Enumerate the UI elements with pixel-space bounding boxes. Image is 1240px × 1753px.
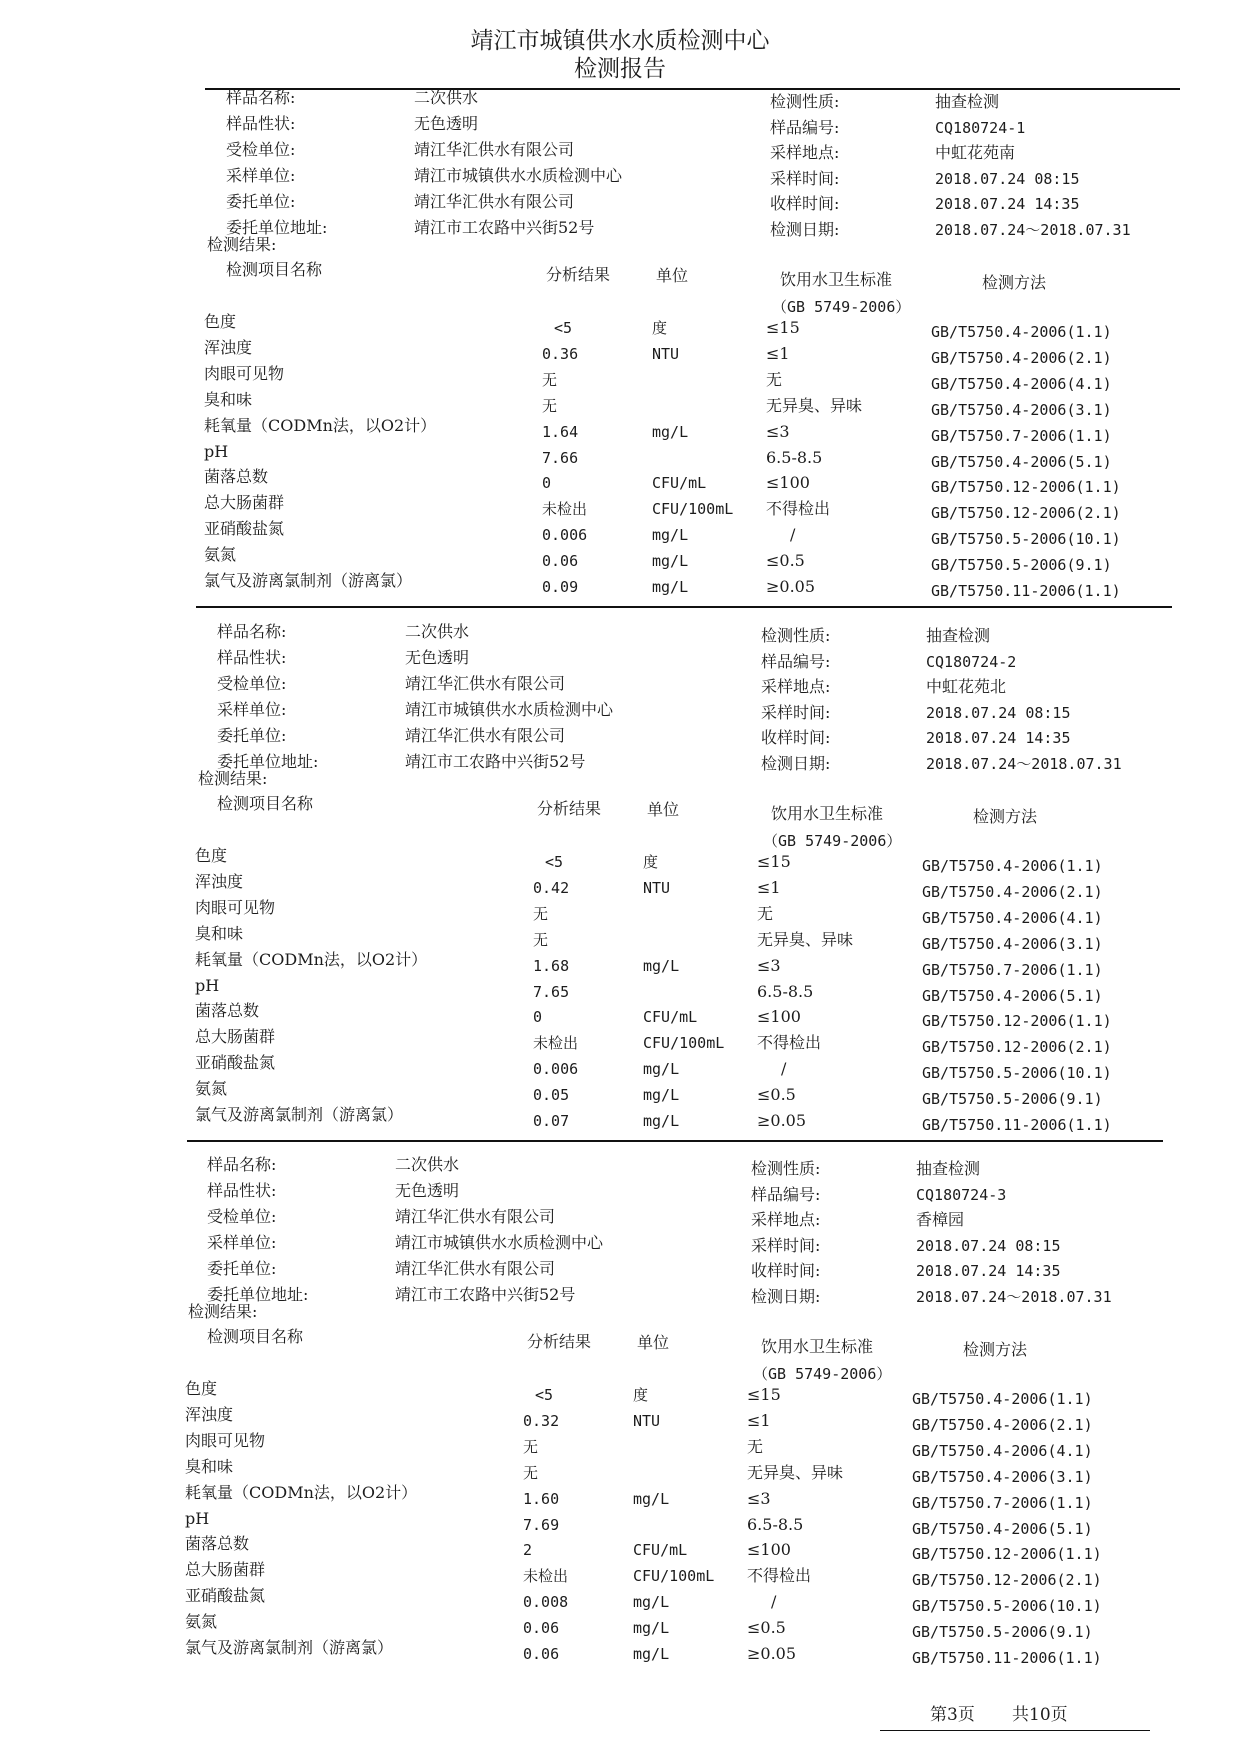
standard-value: 不得检出	[766, 499, 831, 519]
result-value: 0.008	[523, 1593, 569, 1612]
standard-value: ≥0.05	[766, 577, 816, 596]
unit-value: 度	[633, 1386, 649, 1404]
unit-value: 度	[643, 853, 659, 871]
method-value: GB/T5750.12-2006(2.1)	[912, 1571, 1102, 1590]
client-address-label: 委托单位地址:	[226, 218, 328, 237]
sampling-site-label: 采样地点:	[751, 1210, 821, 1229]
receiving-time-label: 收样时间:	[761, 728, 831, 747]
result-value: 0.006	[533, 1060, 579, 1079]
sampling-time-value: 2018.07.24 08:15	[926, 703, 1071, 722]
standard-value: ≥0.05	[747, 1644, 797, 1663]
sampling-time-value: 2018.07.24 08:15	[935, 169, 1080, 188]
inspected-unit-label: 受检单位:	[226, 140, 296, 159]
col-method-header: 检测方法	[973, 807, 1038, 826]
method-value: GB/T5750.5-2006(10.1)	[922, 1064, 1112, 1083]
standard-value: 不得检出	[757, 1033, 822, 1053]
sampling-site-value: 中虹花苑北	[926, 677, 1007, 696]
standard-value: 无异臭、异味	[766, 395, 863, 415]
item-name: 色度	[185, 1379, 218, 1398]
unit-value: CFU/mL	[652, 474, 707, 493]
item-name: 臭和味	[195, 923, 244, 943]
section-divider	[187, 1140, 1163, 1142]
method-value: GB/T5750.5-2006(10.1)	[931, 530, 1121, 549]
unit-value: NTU	[643, 878, 671, 897]
result-value: 未检出	[533, 1034, 579, 1053]
sample-name-label: 样品名称:	[226, 88, 296, 107]
client-unit-label: 委托单位:	[217, 726, 287, 745]
col-method-header: 检测方法	[963, 1340, 1028, 1359]
standard-value: 无	[766, 369, 783, 389]
result-value: 无	[542, 396, 558, 415]
inspected-unit-label: 受检单位:	[217, 674, 287, 693]
unit-value: CFU/mL	[633, 1541, 688, 1560]
standard-value: 6.5-8.5	[757, 981, 814, 1001]
item-name: 肉眼可见物	[204, 363, 285, 383]
sample-no-label: 样品编号:	[761, 651, 831, 671]
method-value: GB/T5750.4-2006(1.1)	[922, 857, 1103, 875]
item-name: 氯气及游离氯制剂（游离氯）	[204, 571, 413, 590]
method-value: GB/T5750.4-2006(3.1)	[922, 934, 1103, 953]
col-unit-header: 单位	[647, 800, 680, 819]
unit-value: mg/L	[643, 956, 680, 975]
unit-value: mg/L	[643, 1086, 680, 1105]
standard-value: ≤1	[757, 877, 781, 897]
col-standard-code: （GB 5749-2006）	[763, 832, 902, 850]
item-name: 耗氧量（CODMn法，以O2计）	[195, 949, 428, 969]
col-method-header: 检测方法	[982, 273, 1047, 292]
item-name: 色度	[204, 312, 237, 331]
report-title: 靖江市城镇供水水质检测中心	[470, 28, 770, 54]
sample-name-value: 二次供水	[395, 1155, 460, 1174]
col-item-header: 检测项目名称	[226, 260, 323, 279]
standard-value: ≤1	[766, 343, 790, 363]
footer-rule	[880, 1730, 1150, 1731]
client-unit-value: 靖江华汇供水有限公司	[414, 192, 575, 211]
test-date-value: 2018.07.24～2018.07.31	[916, 1287, 1112, 1306]
method-value: GB/T5750.4-2006(2.1)	[931, 348, 1112, 367]
sample-state-value: 无色透明	[414, 114, 479, 133]
test-nature-label: 检测性质:	[751, 1159, 821, 1178]
sample-state-label: 样品性状:	[207, 1181, 277, 1200]
item-name: 肉眼可见物	[195, 897, 276, 917]
item-name: 臭和味	[204, 389, 253, 409]
sampling-site-label: 采样地点:	[770, 143, 840, 162]
sampling-unit-label: 采样单位:	[207, 1233, 277, 1252]
unit-value: CFU/100mL	[652, 500, 734, 519]
client-address-label: 委托单位地址:	[217, 752, 319, 771]
method-value: GB/T5750.7-2006(1.1)	[931, 426, 1112, 445]
result-value: 0.006	[542, 526, 588, 545]
test-nature-label: 检测性质:	[761, 626, 831, 645]
results-label: 检测结果:	[188, 1302, 258, 1321]
method-value: GB/T5750.4-2006(2.1)	[912, 1415, 1093, 1434]
results-label: 检测结果:	[198, 769, 268, 788]
item-name: 总大肠菌群	[185, 1560, 266, 1580]
col-result-header: 分析结果	[527, 1332, 592, 1351]
test-date-value: 2018.07.24～2018.07.31	[935, 220, 1131, 239]
method-value: GB/T5750.5-2006(9.1)	[931, 556, 1112, 575]
sample-name-value: 二次供水	[405, 622, 470, 641]
method-value: GB/T5750.4-2006(4.1)	[912, 1441, 1093, 1460]
item-name: 菌落总数	[195, 1001, 260, 1021]
sampling-unit-value: 靖江市城镇供水水质检测中心	[395, 1233, 604, 1252]
standard-value: ≤0.5	[747, 1618, 786, 1638]
item-name: 总大肠菌群	[195, 1027, 276, 1047]
standard-value: ≤100	[747, 1540, 791, 1560]
item-name: 色度	[195, 846, 228, 865]
sample-no-value: CQ180724-1	[935, 118, 1026, 137]
sample-state-value: 无色透明	[405, 648, 470, 667]
receiving-time-value: 2018.07.24 14:35	[916, 1262, 1061, 1280]
standard-value: 无异臭、异味	[747, 1462, 844, 1482]
client-address-label: 委托单位地址:	[207, 1285, 309, 1304]
result-value: 无	[523, 1437, 539, 1456]
col-standard-code: （GB 5749-2006）	[772, 298, 911, 316]
result-value: 未检出	[542, 500, 588, 519]
sampling-time-label: 采样时间:	[761, 702, 831, 722]
sample-name-label: 样品名称:	[207, 1155, 277, 1174]
method-value: GB/T5750.5-2006(10.1)	[912, 1597, 1102, 1616]
sample-no-value: CQ180724-2	[926, 652, 1017, 671]
col-result-header: 分析结果	[546, 265, 611, 284]
item-name: 亚硝酸盐氮	[204, 519, 285, 539]
result-value: 无	[533, 930, 549, 949]
result-value: 未检出	[523, 1567, 569, 1586]
client-unit-label: 委托单位:	[226, 192, 296, 211]
item-name: 氨氮	[185, 1612, 218, 1632]
sampling-time-value: 2018.07.24 08:15	[916, 1236, 1061, 1255]
sample-state-value: 无色透明	[395, 1181, 460, 1200]
item-name: 菌落总数	[185, 1534, 250, 1554]
standard-value: ≤3	[757, 955, 781, 975]
unit-value: mg/L	[652, 578, 689, 596]
result-value: 7.65	[533, 982, 570, 1001]
sample-no-value: CQ180724-3	[916, 1185, 1007, 1204]
method-value: GB/T5750.4-2006(4.1)	[931, 374, 1112, 393]
item-name: 氨氮	[204, 545, 237, 565]
standard-value: 无	[747, 1436, 764, 1456]
sample-state-label: 样品性状:	[226, 114, 296, 133]
result-value: 0.32	[523, 1411, 560, 1430]
receiving-time-value: 2018.07.24 14:35	[926, 729, 1071, 747]
col-unit-header: 单位	[637, 1333, 670, 1352]
standard-value: ≤3	[747, 1488, 771, 1508]
result-value: 2	[523, 1541, 533, 1560]
page-number: 第3页	[930, 1705, 975, 1725]
standard-value: ≤3	[766, 421, 790, 441]
standard-value: ≤15	[747, 1385, 781, 1404]
client-unit-value: 靖江华汇供水有限公司	[395, 1259, 556, 1278]
inspected-unit-label: 受检单位:	[207, 1207, 277, 1226]
standard-value: 6.5-8.5	[766, 447, 823, 467]
unit-value: mg/L	[652, 552, 689, 571]
method-value: GB/T5750.4-2006(5.1)	[922, 986, 1103, 1005]
method-value: GB/T5750.4-2006(2.1)	[922, 882, 1103, 901]
item-name: 氯气及游离氯制剂（游离氯）	[195, 1105, 404, 1124]
method-value: GB/T5750.11-2006(1.1)	[922, 1116, 1112, 1134]
item-name: pH	[185, 1508, 210, 1528]
standard-value: ≤1	[747, 1410, 771, 1430]
sampling-unit-label: 采样单位:	[226, 166, 296, 185]
standard-value: ≥0.05	[757, 1111, 807, 1130]
result-value: 1.64	[542, 422, 579, 441]
item-name: 肉眼可见物	[185, 1430, 266, 1450]
item-name: 亚硝酸盐氮	[185, 1586, 266, 1606]
test-nature-value: 抽查检测	[935, 92, 1000, 111]
item-name: pH	[204, 441, 229, 461]
client-unit-value: 靖江华汇供水有限公司	[405, 726, 566, 745]
sample-name-value: 二次供水	[414, 88, 479, 107]
method-value: GB/T5750.5-2006(9.1)	[912, 1623, 1093, 1642]
report-subtitle: 检测报告	[574, 56, 666, 82]
unit-value: mg/L	[643, 1060, 680, 1079]
unit-value: mg/L	[633, 1645, 670, 1663]
standard-value: ≤15	[757, 852, 791, 871]
inspected-unit-value: 靖江华汇供水有限公司	[405, 674, 566, 693]
method-value: GB/T5750.12-2006(2.1)	[931, 504, 1121, 523]
standard-value: /	[771, 1592, 777, 1612]
result-value: 7.69	[523, 1515, 560, 1534]
item-name: 耗氧量（CODMn法，以O2计）	[185, 1482, 418, 1502]
method-value: GB/T5750.4-2006(1.1)	[931, 323, 1112, 341]
item-name: 浑浊度	[185, 1404, 234, 1424]
result-value: 0.07	[533, 1112, 570, 1130]
item-name: 氯气及游离氯制剂（游离氯）	[185, 1638, 394, 1657]
section-divider	[196, 606, 1172, 608]
unit-value: CFU/100mL	[643, 1034, 725, 1053]
method-value: GB/T5750.4-2006(4.1)	[922, 908, 1103, 927]
item-name: 亚硝酸盐氮	[195, 1053, 276, 1073]
item-name: 氨氮	[195, 1079, 228, 1099]
standard-value: ≤0.5	[766, 551, 805, 571]
sample-no-label: 样品编号:	[770, 117, 840, 137]
result-value: 无	[542, 370, 558, 389]
receiving-time-label: 收样时间:	[751, 1261, 821, 1280]
col-standard-code: （GB 5749-2006）	[753, 1365, 892, 1383]
standard-value: ≤100	[757, 1007, 801, 1027]
method-value: GB/T5750.7-2006(1.1)	[912, 1493, 1093, 1512]
result-value: 0.06	[523, 1645, 560, 1663]
standard-value: /	[790, 525, 796, 545]
sampling-unit-label: 采样单位:	[217, 700, 287, 719]
method-value: GB/T5750.4-2006(1.1)	[912, 1390, 1093, 1408]
unit-value: 度	[652, 319, 668, 337]
client-unit-label: 委托单位:	[207, 1259, 277, 1278]
unit-value: mg/L	[633, 1619, 670, 1638]
standard-value: ≤0.5	[757, 1085, 796, 1105]
result-value: <5	[535, 1386, 554, 1404]
test-date-label: 检测日期:	[770, 219, 840, 239]
item-name: 臭和味	[185, 1456, 234, 1476]
test-nature-value: 抽查检测	[926, 626, 991, 645]
unit-value: CFU/mL	[643, 1008, 698, 1027]
result-value: 0.06	[542, 552, 579, 571]
result-value: <5	[545, 853, 564, 871]
result-value: 1.68	[533, 956, 570, 975]
receiving-time-value: 2018.07.24 14:35	[935, 195, 1080, 213]
result-value: 1.60	[523, 1489, 560, 1508]
unit-value: NTU	[652, 344, 680, 363]
col-standard-header: 饮用水卫生标准	[761, 1337, 874, 1356]
sampling-time-label: 采样时间:	[751, 1235, 821, 1255]
sample-no-label: 样品编号:	[751, 1184, 821, 1204]
standard-value: /	[781, 1059, 787, 1079]
sampling-unit-value: 靖江市城镇供水水质检测中心	[414, 166, 623, 185]
result-value: <5	[554, 319, 573, 337]
sampling-site-label: 采样地点:	[761, 677, 831, 696]
item-name: 总大肠菌群	[204, 493, 285, 513]
receiving-time-label: 收样时间:	[770, 194, 840, 213]
sampling-site-value: 中虹花苑南	[935, 143, 1016, 162]
header-rule	[205, 88, 1180, 90]
method-value: GB/T5750.4-2006(3.1)	[912, 1467, 1093, 1486]
method-value: GB/T5750.12-2006(1.1)	[931, 478, 1121, 497]
results-label: 检测结果:	[207, 235, 277, 254]
result-value: 无	[533, 904, 549, 923]
method-value: GB/T5750.12-2006(1.1)	[912, 1545, 1102, 1564]
method-value: GB/T5750.4-2006(5.1)	[912, 1519, 1093, 1538]
standard-value: ≤15	[766, 318, 800, 337]
standard-value: 不得检出	[747, 1566, 812, 1586]
unit-value: mg/L	[652, 422, 689, 441]
col-standard-header: 饮用水卫生标准	[771, 804, 884, 823]
standard-value: 6.5-8.5	[747, 1514, 804, 1534]
result-value: 7.66	[542, 448, 579, 467]
method-value: GB/T5750.12-2006(1.1)	[922, 1012, 1112, 1031]
client-address-value: 靖江市工农路中兴街52号	[405, 752, 586, 771]
client-address-value: 靖江市工农路中兴街52号	[414, 218, 595, 237]
item-name: 菌落总数	[204, 467, 269, 487]
method-value: GB/T5750.4-2006(3.1)	[931, 400, 1112, 419]
test-nature-label: 检测性质:	[770, 92, 840, 111]
result-value: 0.42	[533, 878, 570, 897]
method-value: GB/T5750.12-2006(2.1)	[922, 1038, 1112, 1057]
col-item-header: 检测项目名称	[217, 794, 314, 813]
result-value: 0	[533, 1008, 543, 1027]
result-value: 0	[542, 474, 552, 493]
item-name: 耗氧量（CODMn法，以O2计）	[204, 415, 437, 435]
method-value: GB/T5750.7-2006(1.1)	[922, 960, 1103, 979]
method-value: GB/T5750.4-2006(5.1)	[931, 452, 1112, 471]
standard-value: 无异臭、异味	[757, 929, 854, 949]
item-name: pH	[195, 975, 220, 995]
sampling-time-label: 采样时间:	[770, 168, 840, 188]
test-date-value: 2018.07.24～2018.07.31	[926, 754, 1122, 773]
method-value: GB/T5750.11-2006(1.1)	[931, 582, 1121, 600]
client-address-value: 靖江市工农路中兴街52号	[395, 1285, 576, 1304]
unit-value: mg/L	[633, 1489, 670, 1508]
test-nature-value: 抽查检测	[916, 1159, 981, 1178]
sampling-site-value: 香樟园	[916, 1210, 965, 1229]
col-unit-header: 单位	[656, 266, 689, 285]
result-value: 无	[523, 1463, 539, 1482]
method-value: GB/T5750.5-2006(9.1)	[922, 1090, 1103, 1109]
unit-value: mg/L	[652, 526, 689, 545]
result-value: 0.06	[523, 1619, 560, 1638]
standard-value: ≤100	[766, 473, 810, 493]
inspected-unit-value: 靖江华汇供水有限公司	[395, 1207, 556, 1226]
item-name: 浑浊度	[204, 337, 253, 357]
method-value: GB/T5750.11-2006(1.1)	[912, 1649, 1102, 1667]
col-result-header: 分析结果	[537, 799, 602, 818]
sample-state-label: 样品性状:	[217, 648, 287, 667]
test-date-label: 检测日期:	[751, 1286, 821, 1306]
unit-value: CFU/100mL	[633, 1567, 715, 1586]
result-value: 0.36	[542, 344, 579, 363]
result-value: 0.09	[542, 578, 579, 596]
sample-name-label: 样品名称:	[217, 622, 287, 641]
result-value: 0.05	[533, 1086, 570, 1105]
standard-value: 无	[757, 903, 774, 923]
col-item-header: 检测项目名称	[207, 1327, 304, 1346]
inspected-unit-value: 靖江华汇供水有限公司	[414, 140, 575, 159]
unit-value: mg/L	[633, 1593, 670, 1612]
test-date-label: 检测日期:	[761, 753, 831, 773]
item-name: 浑浊度	[195, 871, 244, 891]
unit-value: NTU	[633, 1411, 661, 1430]
col-standard-header: 饮用水卫生标准	[780, 270, 893, 289]
sampling-unit-value: 靖江市城镇供水水质检测中心	[405, 700, 614, 719]
page-total: 共10页	[1012, 1705, 1068, 1725]
unit-value: mg/L	[643, 1112, 680, 1130]
